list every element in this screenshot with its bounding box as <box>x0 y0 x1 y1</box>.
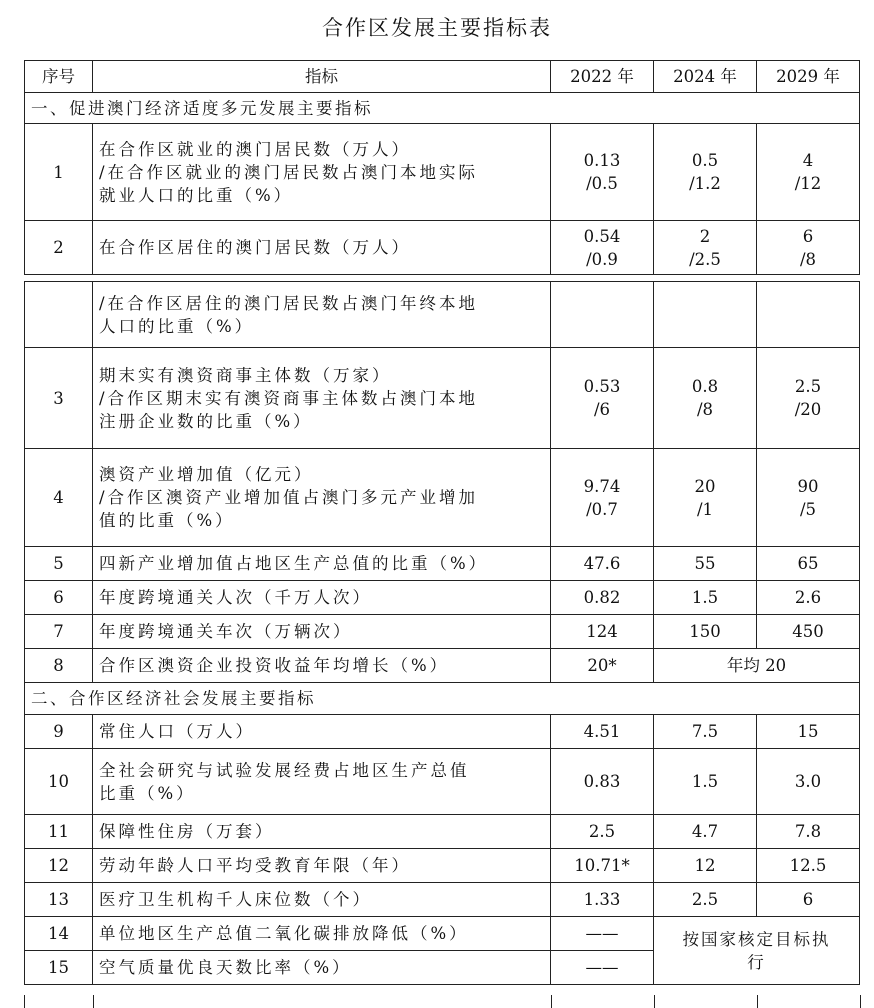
table-row <box>25 649 860 683</box>
value-2029: 2.5 /20 <box>757 348 860 449</box>
row-number: 15 <box>25 951 93 985</box>
table-row <box>25 715 860 749</box>
row-number: 12 <box>25 849 93 883</box>
indicator-line: 全社会研究与试验发展经费占地区生产总值 <box>99 760 470 780</box>
indicator-cell: 劳动年龄人口平均受教育年限（年） <box>93 849 551 883</box>
header-2024: 2024 年 <box>654 61 757 93</box>
indicator-table-part-2 <box>24 281 860 985</box>
header-indicator: 指标 <box>93 61 551 93</box>
row-number: 2 <box>25 221 93 275</box>
value-2024: 0.5 /1.2 <box>654 124 757 221</box>
column-divider <box>551 995 552 1008</box>
indicator-line: 在合作区就业的澳门居民数（万人） <box>99 139 411 159</box>
table-row <box>25 124 860 221</box>
section-row <box>25 683 860 715</box>
value-2029 <box>757 282 860 348</box>
value-2022 <box>551 282 654 348</box>
value-2024 <box>654 282 757 348</box>
value-2022: 0.82 <box>551 581 654 615</box>
section-1-heading: 一、促进澳门经济适度多元发展主要指标 <box>25 93 860 124</box>
indicator-line: 人口的比重（%） <box>99 316 255 336</box>
merged-value-2024-2029 <box>654 917 860 985</box>
row-number: 1 <box>25 124 93 221</box>
indicator-line: 值的比重（%） <box>99 511 235 530</box>
indicator-cell: 合作区澳资企业投资收益年均增长（%） <box>93 649 551 683</box>
row-number: 5 <box>25 547 93 581</box>
value-2022: 124 <box>551 615 654 649</box>
value-2022: 47.6 <box>551 547 654 581</box>
header-2029: 2029 年 <box>757 61 860 93</box>
indicator-cell <box>93 124 551 221</box>
row-number: 9 <box>25 715 93 749</box>
indicator-cell: 保障性住房（万套） <box>93 815 551 849</box>
value-2024: 20 /1 <box>654 449 757 547</box>
indicator-cell: 四新产业增加值占地区生产总值的比重（%） <box>93 547 551 581</box>
table-row <box>25 581 860 615</box>
table-row <box>25 282 860 348</box>
value-2029: 15 <box>757 715 860 749</box>
value-2024: 150 <box>654 615 757 649</box>
section-row <box>25 93 860 124</box>
value-2029: 2.6 <box>757 581 860 615</box>
indicator-line: 注册企业数的比重（%） <box>99 411 313 431</box>
indicator-line: /在合作区居住的澳门居民数占澳门年终本地 <box>99 293 479 313</box>
indicator-cell <box>93 749 551 815</box>
row-number: 7 <box>25 615 93 649</box>
value-2024: 1.5 <box>654 581 757 615</box>
table-title: 合作区发展主要指标表 <box>322 16 552 40</box>
row-number: 11 <box>25 815 93 849</box>
table-row <box>25 547 860 581</box>
indicator-line: 澳资产业增加值（亿元） <box>99 465 314 484</box>
value-2022: —— <box>551 917 654 951</box>
row-number: 4 <box>25 449 93 547</box>
table-row <box>25 348 860 449</box>
value-2029: 65 <box>757 547 860 581</box>
merged-value-2024-2029: 年均 20 <box>654 649 860 683</box>
value-2029: 6 <box>757 883 860 917</box>
indicator-cell: 空气质量优良天数比率（%） <box>93 951 551 985</box>
row-number: 8 <box>25 649 93 683</box>
value-2029: 12.5 <box>757 849 860 883</box>
row-number: 6 <box>25 581 93 615</box>
value-2024: 2 /2.5 <box>654 221 757 275</box>
row-number <box>25 282 93 348</box>
value-2022: —— <box>551 951 654 985</box>
table-row <box>25 749 860 815</box>
value-2024: 7.5 <box>654 715 757 749</box>
header-index: 序号 <box>25 61 93 93</box>
header-row <box>25 61 860 93</box>
value-2022: 4.51 <box>551 715 654 749</box>
indicator-cell: 年度跨境通关人次（千万人次） <box>93 581 551 615</box>
section-2-heading: 二、合作区经济社会发展主要指标 <box>25 683 860 715</box>
value-2029: 90 /5 <box>757 449 860 547</box>
table-row <box>25 849 860 883</box>
indicator-line: /合作区期末实有澳资商事主体数占澳门本地 <box>99 388 479 408</box>
indicator-cell: 常住人口（万人） <box>93 715 551 749</box>
table-row <box>25 917 860 951</box>
table-row <box>25 615 860 649</box>
table-row <box>25 883 860 917</box>
value-2029: 7.8 <box>757 815 860 849</box>
row-number: 3 <box>25 348 93 449</box>
value-2024: 2.5 <box>654 883 757 917</box>
indicator-line: 期末实有澳资商事主体数（万家） <box>99 365 392 385</box>
indicator-line: /合作区澳资产业增加值占澳门多元产业增加 <box>99 488 479 507</box>
value-2029: 6 /8 <box>757 221 860 275</box>
indicator-cell: 单位地区生产总值二氧化碳排放降低（%） <box>93 917 551 951</box>
indicator-line: /在合作区就业的澳门居民数占澳门本地实际 <box>99 162 479 182</box>
value-2022: 0.83 <box>551 749 654 815</box>
value-2022: 2.5 <box>551 815 654 849</box>
row-number: 14 <box>25 917 93 951</box>
value-2024: 1.5 <box>654 749 757 815</box>
column-divider <box>93 995 94 1008</box>
indicator-cell <box>93 282 551 348</box>
value-2029: 4 /12 <box>757 124 860 221</box>
value-2022: 10.71* <box>551 849 654 883</box>
indicator-table-part-1 <box>24 60 860 275</box>
value-2022: 0.54 /0.9 <box>551 221 654 275</box>
indicator-line: 比重（%） <box>99 783 196 803</box>
value-2024: 0.8 /8 <box>654 348 757 449</box>
merged-line: 行 <box>747 952 766 972</box>
indicator-cell: 年度跨境通关车次（万辆次） <box>93 615 551 649</box>
value-2024: 55 <box>654 547 757 581</box>
table-continuation-stub <box>24 995 861 1008</box>
table-row <box>25 449 860 547</box>
indicator-cell <box>93 449 551 547</box>
value-2022: 0.53 /6 <box>551 348 654 449</box>
merged-line: 按国家核定目标执 <box>682 929 831 949</box>
indicator-line: 就业人口的比重（%） <box>99 185 294 205</box>
row-number: 10 <box>25 749 93 815</box>
header-2022: 2022 年 <box>551 61 654 93</box>
column-divider <box>654 995 655 1008</box>
indicator-cell: 医疗卫生机构千人床位数（个） <box>93 883 551 917</box>
indicator-cell <box>93 348 551 449</box>
table-row <box>25 221 860 275</box>
value-2029: 3.0 <box>757 749 860 815</box>
value-2022: 20* <box>551 649 654 683</box>
table-row <box>25 815 860 849</box>
value-2024: 12 <box>654 849 757 883</box>
value-2024: 4.7 <box>654 815 757 849</box>
value-2022: 0.13 /0.5 <box>551 124 654 221</box>
column-divider <box>757 995 758 1008</box>
row-number: 13 <box>25 883 93 917</box>
value-2029: 450 <box>757 615 860 649</box>
value-2022: 1.33 <box>551 883 654 917</box>
indicator-cell: 在合作区居住的澳门居民数（万人） <box>93 221 551 275</box>
value-2022: 9.74 /0.7 <box>551 449 654 547</box>
